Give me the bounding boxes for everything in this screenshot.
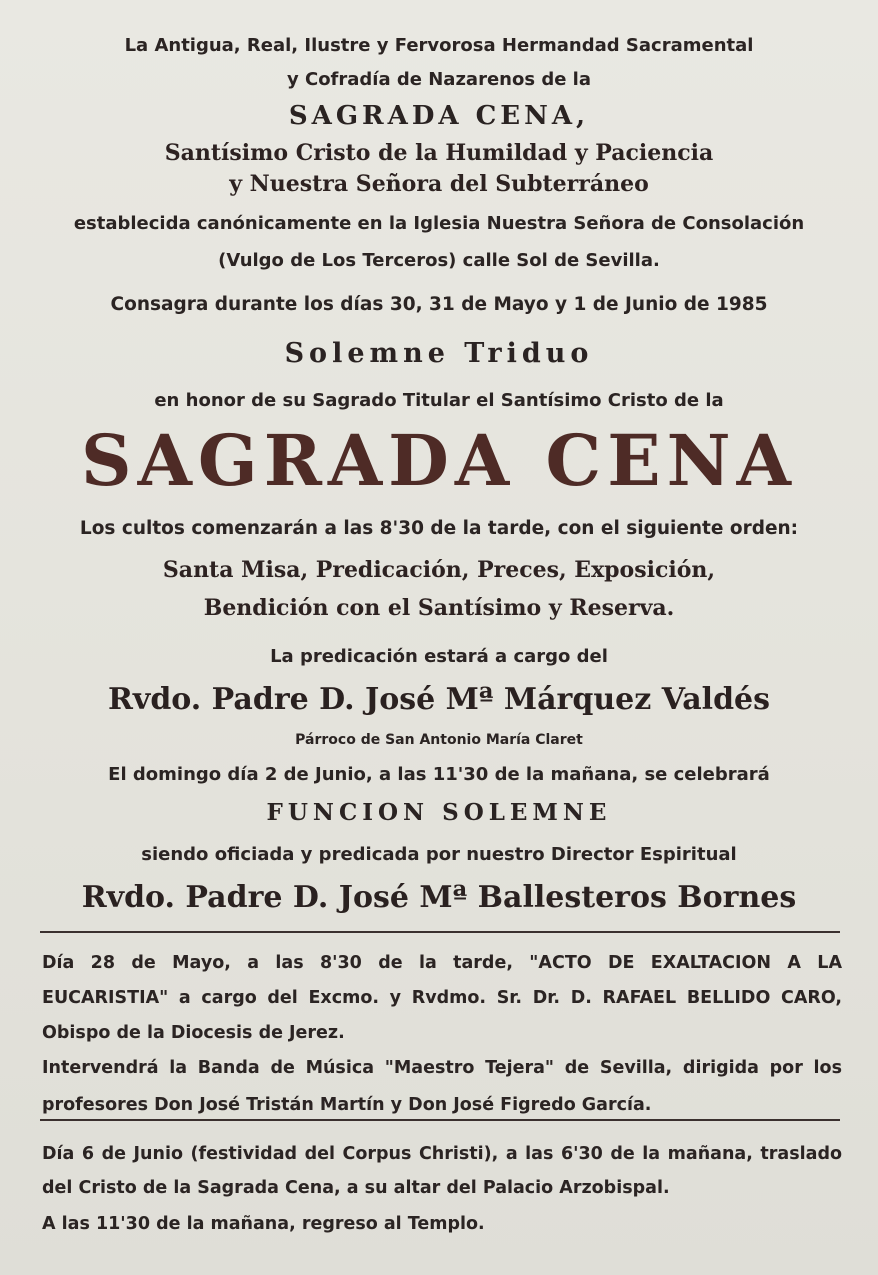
brotherhood-subtitle-1: Santísimo Cristo de la Humildad y Paciencia xyxy=(164,140,714,166)
church-line-1: establecida canónicamente en la Iglesia Nuestra Señora de Consolación xyxy=(73,213,805,234)
triduo-dates: Consagra durante los días 30, 31 de Mayo y 1 de Junio de 1985 xyxy=(110,294,768,315)
brotherhood-line-2: y Cofradía de Nazarenos de la xyxy=(286,69,591,90)
triduo-big-title: SAGRADA CENA xyxy=(81,419,797,502)
brotherhood-line-1: La Antigua, Real, Ilustre y Fervorosa Hermandad Sacramental xyxy=(124,35,754,56)
triduo-honor: en honor de su Sagrado Titular el Santísimo Cristo de la xyxy=(154,390,724,411)
banda-line-2: profesores Don José Tristán Martín y Don José Figredo García. xyxy=(42,1095,652,1115)
cultos-order-1: Santa Misa, Predicación, Preces, Exposición, xyxy=(162,557,716,583)
banda-paragraph xyxy=(42,1050,842,1124)
corpus-return xyxy=(42,1212,842,1236)
corpus-line-1: Día 6 de Junio (festividad del Corpus Christi), a las 6'30 de la mañana, traslado xyxy=(42,1144,842,1164)
brotherhood-subtitle-2: y Nuestra Señora del Subterráneo xyxy=(229,171,649,197)
exaltacion-paragraph xyxy=(42,946,842,1051)
preacher-role: Párroco de San Antonio María Claret xyxy=(295,732,583,748)
exaltacion-line-2: EUCARISTIA" a cargo del Excmo. y Rvdmo. Sr. Dr. D. RAFAEL BELLIDO CARO, xyxy=(42,988,842,1008)
brotherhood-title: SAGRADA CENA, xyxy=(288,101,590,131)
corpus-paragraph xyxy=(42,1137,842,1205)
exaltacion-line-3: Obispo de la Diocesis de Jerez. xyxy=(42,1023,345,1043)
cultos-order-2: Bendición con el Santísimo y Reserva. xyxy=(203,595,675,621)
funcion-date: El domingo día 2 de Junio, a las 11'30 de la mañana, se celebrará xyxy=(108,764,770,785)
director-name: Rvdo. Padre D. José Mª Ballesteros Bornes xyxy=(81,880,797,915)
divider-bottom xyxy=(40,1119,840,1121)
triduo-heading: Solemne Triduo xyxy=(284,338,594,369)
exaltacion-line-1: Día 28 de Mayo, a las 8'30 de la tarde, "ACTO DE EXALTACION A LA xyxy=(42,953,842,973)
banda-line-1: Intervendrá la Banda de Música "Maestro Tejera" de Sevilla, dirigida por los xyxy=(42,1058,842,1078)
predicacion-intro: La predicación estará a cargo del xyxy=(270,646,608,667)
funcion-oficiada: siendo oficiada y predicada por nuestro Director Espiritual xyxy=(141,844,737,865)
church-line-2: (Vulgo de Los Terceros) calle Sol de Sevilla. xyxy=(218,250,660,271)
funcion-heading: FUNCION SOLEMNE xyxy=(266,799,612,826)
corpus-line-3: A las 11'30 de la mañana, regreso al Templo. xyxy=(42,1214,485,1234)
preacher-name: Rvdo. Padre D. José Mª Márquez Valdés xyxy=(107,682,771,717)
cultos-schedule: Los cultos comenzarán a las 8'30 de la tarde, con el siguiente orden: xyxy=(79,518,799,539)
divider-top xyxy=(40,931,840,933)
corpus-line-2: del Cristo de la Sagrada Cena, a su altar del Palacio Arzobispal. xyxy=(42,1178,670,1198)
